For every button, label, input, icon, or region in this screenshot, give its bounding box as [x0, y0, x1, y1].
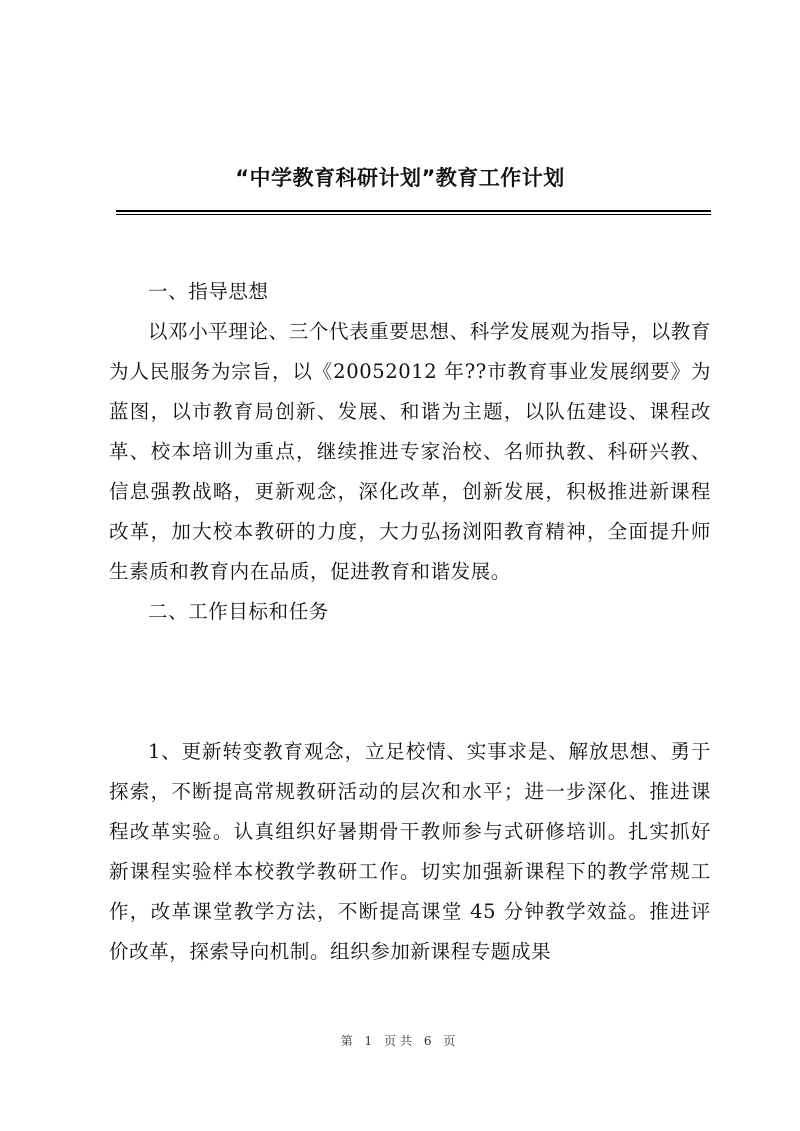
document-body — [109, 272, 711, 632]
document-title: “中学教育科研计划”教育工作计划 — [235, 166, 565, 190]
page-number: 第 1 页共 6 页 — [340, 1034, 460, 1048]
heading-guiding-ideology: 一、指导思想 — [148, 280, 269, 303]
document-body-continued — [109, 732, 711, 972]
title-divider — [116, 210, 711, 215]
paragraph-goal-1: 1、更新转变教育观念，立足校情、实事求是、解放思想、勇于探索，不断提高常规教研活动的层次和水平；进一步深化、推进课程改革实验。认真组织好暑期骨干教师参与式研修培训。扎实抓好新课程实验样本校教学教研工作。切实加强新课程下的教学常规工作，改革课堂教学方法，不断提高课堂 45 分钟教学效益。推进评价改革，探索导向机制。组织参加新课程专题成果 — [109, 740, 711, 963]
paragraph-guiding-ideology: 以邓小平理论、三个代表重要思想、科学发展观为指导，以教育为人民服务为宗旨，以《20052012 年??市教育事业发展纲要》为蓝图，以市教育局创新、发展、和谐为主题，以队伍建设、课程改革、校本培训为重点，继续推进专家治校、名师执教、科研兴教、信息强教战略，更新观念，深化改革，创新发展，积极推进新课程改革，加大校本教研的力度，大力弘扬浏阳教育精神，全面提升师生素质和教育内在品质，促进教育和谐发展。 — [109, 320, 711, 583]
heading-goals-and-tasks: 二、工作目标和任务 — [148, 600, 329, 623]
